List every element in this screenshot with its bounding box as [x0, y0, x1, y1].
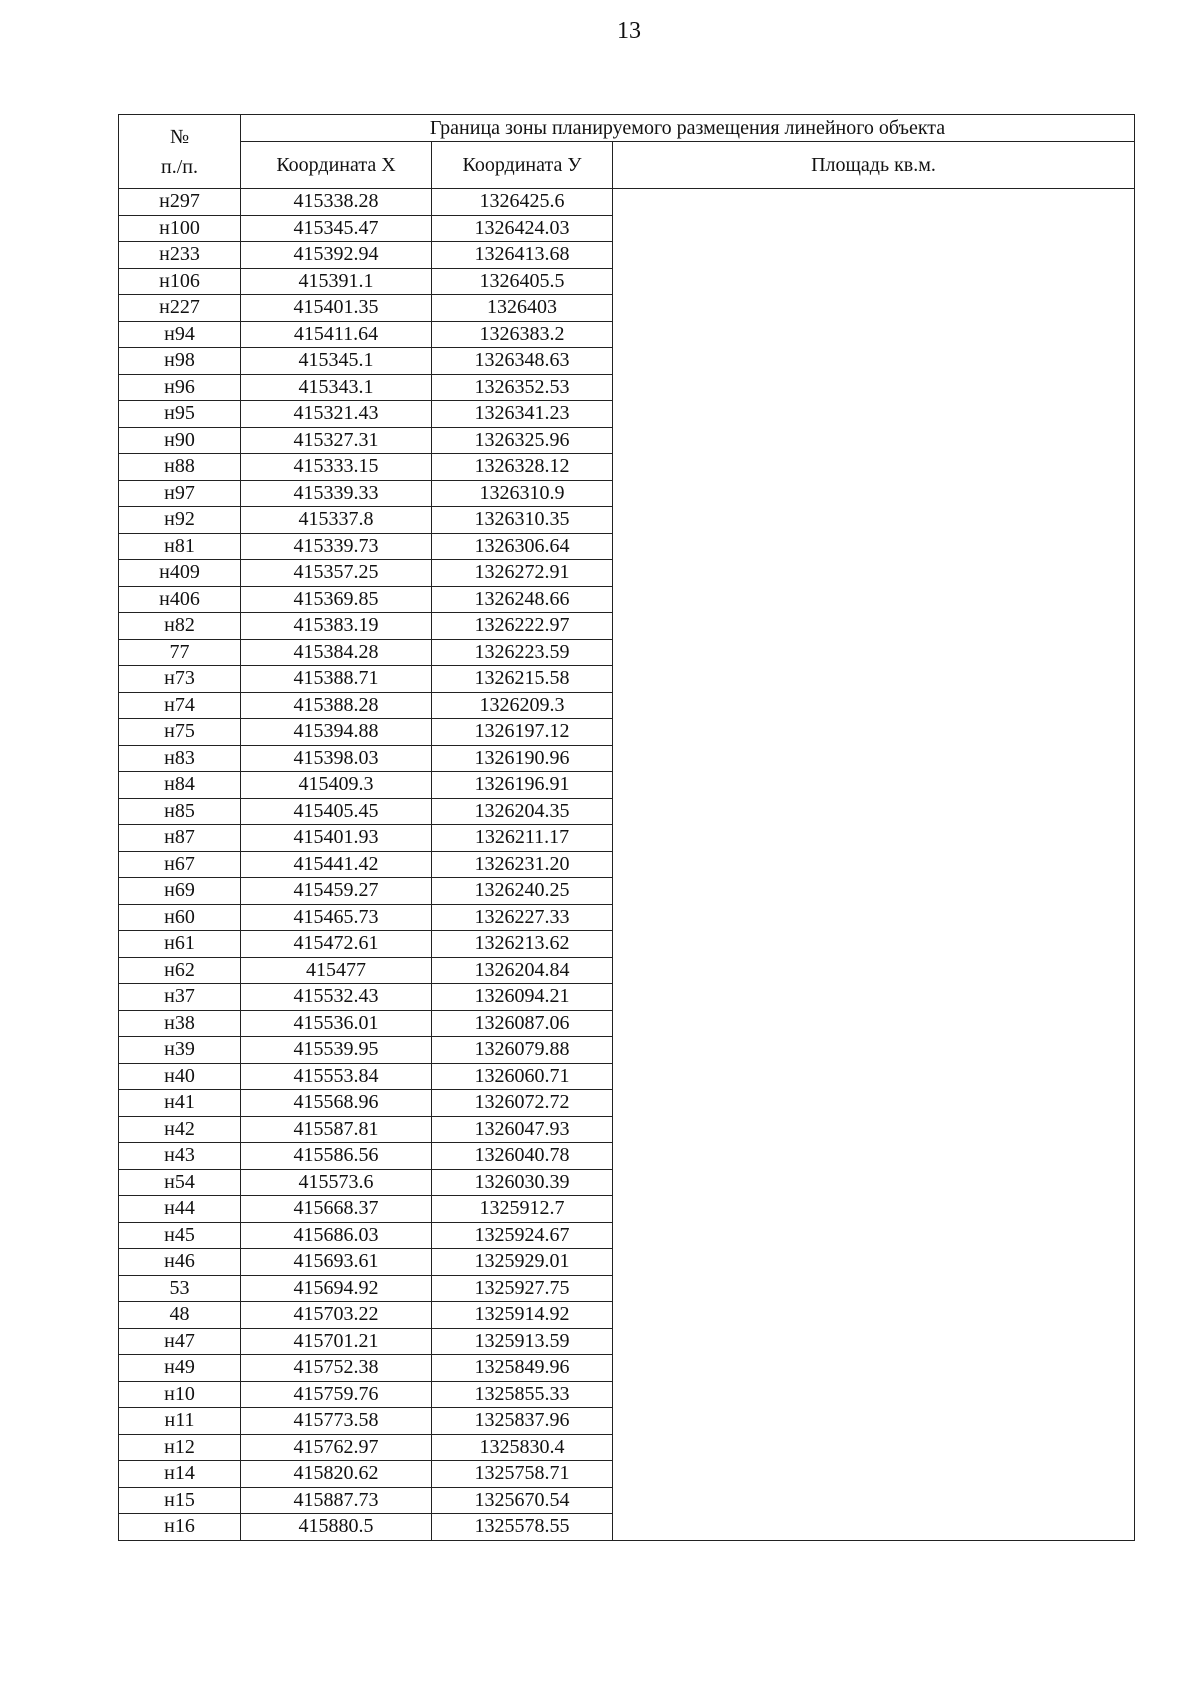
header-coord-x: Координата X: [241, 142, 432, 189]
coord-x-cell: 415773.58: [241, 1408, 432, 1435]
point-id-cell: н42: [119, 1116, 241, 1143]
coord-x-cell: 415405.45: [241, 798, 432, 825]
coord-y-cell: 1326424.03: [432, 215, 613, 242]
point-id-cell: н84: [119, 772, 241, 799]
point-id-cell: н46: [119, 1249, 241, 1276]
coord-y-cell: 1326223.59: [432, 639, 613, 666]
coord-x-cell: 415539.95: [241, 1037, 432, 1064]
coord-x-cell: 415337.8: [241, 507, 432, 534]
coord-x-cell: 415587.81: [241, 1116, 432, 1143]
table-header: [119, 115, 1135, 189]
coord-y-cell: 1326272.91: [432, 560, 613, 587]
header-coord-y: Координата У: [432, 142, 613, 189]
coord-x-cell: 415762.97: [241, 1434, 432, 1461]
coord-y-cell: 1326190.96: [432, 745, 613, 772]
coord-y-cell: 1326209.3: [432, 692, 613, 719]
point-id-cell: н81: [119, 533, 241, 560]
coord-y-cell: 1326204.84: [432, 957, 613, 984]
area-cell: [613, 189, 1135, 1541]
point-id-cell: н47: [119, 1328, 241, 1355]
point-id-cell: н100: [119, 215, 241, 242]
coord-x-cell: 415880.5: [241, 1514, 432, 1541]
coord-y-cell: 1325927.75: [432, 1275, 613, 1302]
coord-x-cell: 415345.1: [241, 348, 432, 375]
table-row: [119, 189, 1135, 216]
coord-x-cell: 415701.21: [241, 1328, 432, 1355]
coord-y-cell: 1326413.68: [432, 242, 613, 269]
coord-y-cell: 1326425.6: [432, 189, 613, 216]
coord-x-cell: 415398.03: [241, 745, 432, 772]
coord-y-cell: 1325837.96: [432, 1408, 613, 1435]
point-id-cell: н67: [119, 851, 241, 878]
point-id-cell: н54: [119, 1169, 241, 1196]
point-id-cell: н41: [119, 1090, 241, 1117]
coord-x-cell: 415338.28: [241, 189, 432, 216]
coord-x-cell: 415553.84: [241, 1063, 432, 1090]
coord-y-cell: 1326196.91: [432, 772, 613, 799]
coord-x-cell: 415401.35: [241, 295, 432, 322]
coord-x-cell: 415887.73: [241, 1487, 432, 1514]
coord-x-cell: 415759.76: [241, 1381, 432, 1408]
coord-x-cell: 415459.27: [241, 878, 432, 905]
coord-x-cell: 415343.1: [241, 374, 432, 401]
coord-y-cell: 1326328.12: [432, 454, 613, 481]
coord-x-cell: 415703.22: [241, 1302, 432, 1329]
coord-y-cell: 1326094.21: [432, 984, 613, 1011]
coord-x-cell: 415586.56: [241, 1143, 432, 1170]
coord-x-cell: 415394.88: [241, 719, 432, 746]
coord-y-cell: 1325670.54: [432, 1487, 613, 1514]
point-id-cell: н10: [119, 1381, 241, 1408]
coordinates-table: [118, 114, 1135, 1541]
header-number-cell: [119, 115, 241, 189]
coord-y-cell: 1326306.64: [432, 533, 613, 560]
coord-y-cell: 1326204.35: [432, 798, 613, 825]
header-number-label: п./п.: [161, 155, 198, 178]
coord-y-cell: 1326383.2: [432, 321, 613, 348]
coord-x-cell: 415465.73: [241, 904, 432, 931]
coord-x-cell: 415668.37: [241, 1196, 432, 1223]
coord-x-cell: 415345.47: [241, 215, 432, 242]
point-id-cell: н82: [119, 613, 241, 640]
coord-x-cell: 415568.96: [241, 1090, 432, 1117]
coord-y-cell: 1325578.55: [432, 1514, 613, 1541]
coord-x-cell: 415388.28: [241, 692, 432, 719]
point-id-cell: н85: [119, 798, 241, 825]
coord-y-cell: 1325830.4: [432, 1434, 613, 1461]
point-id-cell: н44: [119, 1196, 241, 1223]
coord-x-cell: 415536.01: [241, 1010, 432, 1037]
point-id-cell: н74: [119, 692, 241, 719]
coord-x-cell: 415392.94: [241, 242, 432, 269]
point-id-cell: н62: [119, 957, 241, 984]
coord-x-cell: 415409.3: [241, 772, 432, 799]
point-id-cell: н88: [119, 454, 241, 481]
coord-x-cell: 415391.1: [241, 268, 432, 295]
point-id-cell: н233: [119, 242, 241, 269]
coord-y-cell: 1326040.78: [432, 1143, 613, 1170]
coord-y-cell: 1326079.88: [432, 1037, 613, 1064]
coord-y-cell: 1326348.63: [432, 348, 613, 375]
point-id-cell: н16: [119, 1514, 241, 1541]
coord-x-cell: 415694.92: [241, 1275, 432, 1302]
coord-x-cell: 415384.28: [241, 639, 432, 666]
point-id-cell: н49: [119, 1355, 241, 1382]
point-id-cell: н409: [119, 560, 241, 587]
coord-x-cell: 415339.33: [241, 480, 432, 507]
coord-x-cell: 415383.19: [241, 613, 432, 640]
coord-x-cell: 415752.38: [241, 1355, 432, 1382]
coord-y-cell: 1326211.17: [432, 825, 613, 852]
coord-x-cell: 415532.43: [241, 984, 432, 1011]
point-id-cell: н12: [119, 1434, 241, 1461]
page-number: 13: [617, 18, 641, 44]
point-id-cell: н11: [119, 1408, 241, 1435]
point-id-cell: н96: [119, 374, 241, 401]
point-id-cell: н75: [119, 719, 241, 746]
coord-x-cell: 415333.15: [241, 454, 432, 481]
point-id-cell: н40: [119, 1063, 241, 1090]
coord-y-cell: 1325855.33: [432, 1381, 613, 1408]
coord-y-cell: 1326231.20: [432, 851, 613, 878]
header-area: Площадь кв.м.: [613, 142, 1135, 189]
point-id-cell: н38: [119, 1010, 241, 1037]
coord-x-cell: 415369.85: [241, 586, 432, 613]
point-id-cell: н73: [119, 666, 241, 693]
point-id-cell: н227: [119, 295, 241, 322]
coord-x-cell: 415686.03: [241, 1222, 432, 1249]
coord-x-cell: 415573.6: [241, 1169, 432, 1196]
header-zone-title: Граница зоны планируемого размещения линейного объекта: [241, 115, 1135, 142]
point-id-cell: н95: [119, 401, 241, 428]
point-id-cell: н90: [119, 427, 241, 454]
coord-x-cell: 415401.93: [241, 825, 432, 852]
coord-y-cell: 1326310.9: [432, 480, 613, 507]
coord-y-cell: 1326248.66: [432, 586, 613, 613]
coord-y-cell: 1326227.33: [432, 904, 613, 931]
point-id-cell: н87: [119, 825, 241, 852]
header-number-symbol: №: [169, 125, 190, 148]
coord-y-cell: 1325929.01: [432, 1249, 613, 1276]
coord-y-cell: 1326087.06: [432, 1010, 613, 1037]
coord-x-cell: 415693.61: [241, 1249, 432, 1276]
point-id-cell: н92: [119, 507, 241, 534]
coord-y-cell: 1326072.72: [432, 1090, 613, 1117]
point-id-cell: н97: [119, 480, 241, 507]
coord-y-cell: 1326222.97: [432, 613, 613, 640]
coord-x-cell: 415472.61: [241, 931, 432, 958]
coord-y-cell: 1326030.39: [432, 1169, 613, 1196]
coord-x-cell: 415327.31: [241, 427, 432, 454]
coord-x-cell: 415441.42: [241, 851, 432, 878]
point-id-cell: н94: [119, 321, 241, 348]
coord-x-cell: 415339.73: [241, 533, 432, 560]
point-id-cell: н43: [119, 1143, 241, 1170]
coord-y-cell: 1326325.96: [432, 427, 613, 454]
point-id-cell: 48: [119, 1302, 241, 1329]
coord-x-cell: 415477: [241, 957, 432, 984]
point-id-cell: н297: [119, 189, 241, 216]
coord-x-cell: 415820.62: [241, 1461, 432, 1488]
point-id-cell: н106: [119, 268, 241, 295]
point-id-cell: н39: [119, 1037, 241, 1064]
coord-y-cell: 1325924.67: [432, 1222, 613, 1249]
coord-y-cell: 1326405.5: [432, 268, 613, 295]
coord-y-cell: 1325913.59: [432, 1328, 613, 1355]
coord-x-cell: 415388.71: [241, 666, 432, 693]
point-id-cell: н14: [119, 1461, 241, 1488]
point-id-cell: н37: [119, 984, 241, 1011]
coord-y-cell: 1326240.25: [432, 878, 613, 905]
coord-x-cell: 415411.64: [241, 321, 432, 348]
coord-y-cell: 1325912.7: [432, 1196, 613, 1223]
coord-y-cell: 1326060.71: [432, 1063, 613, 1090]
point-id-cell: н60: [119, 904, 241, 931]
coord-y-cell: 1326197.12: [432, 719, 613, 746]
point-id-cell: н98: [119, 348, 241, 375]
coord-y-cell: 1325914.92: [432, 1302, 613, 1329]
coord-y-cell: 1326403: [432, 295, 613, 322]
coord-y-cell: 1326310.35: [432, 507, 613, 534]
coord-y-cell: 1326341.23: [432, 401, 613, 428]
point-id-cell: н61: [119, 931, 241, 958]
point-id-cell: н45: [119, 1222, 241, 1249]
coord-y-cell: 1325758.71: [432, 1461, 613, 1488]
point-id-cell: н15: [119, 1487, 241, 1514]
coord-x-cell: 415321.43: [241, 401, 432, 428]
coord-y-cell: 1326213.62: [432, 931, 613, 958]
table-body: [119, 189, 1135, 1541]
point-id-cell: 77: [119, 639, 241, 666]
point-id-cell: 53: [119, 1275, 241, 1302]
coord-y-cell: 1326215.58: [432, 666, 613, 693]
point-id-cell: н406: [119, 586, 241, 613]
point-id-cell: н83: [119, 745, 241, 772]
point-id-cell: н69: [119, 878, 241, 905]
coord-y-cell: 1326352.53: [432, 374, 613, 401]
coord-y-cell: 1325849.96: [432, 1355, 613, 1382]
coord-y-cell: 1326047.93: [432, 1116, 613, 1143]
coord-x-cell: 415357.25: [241, 560, 432, 587]
